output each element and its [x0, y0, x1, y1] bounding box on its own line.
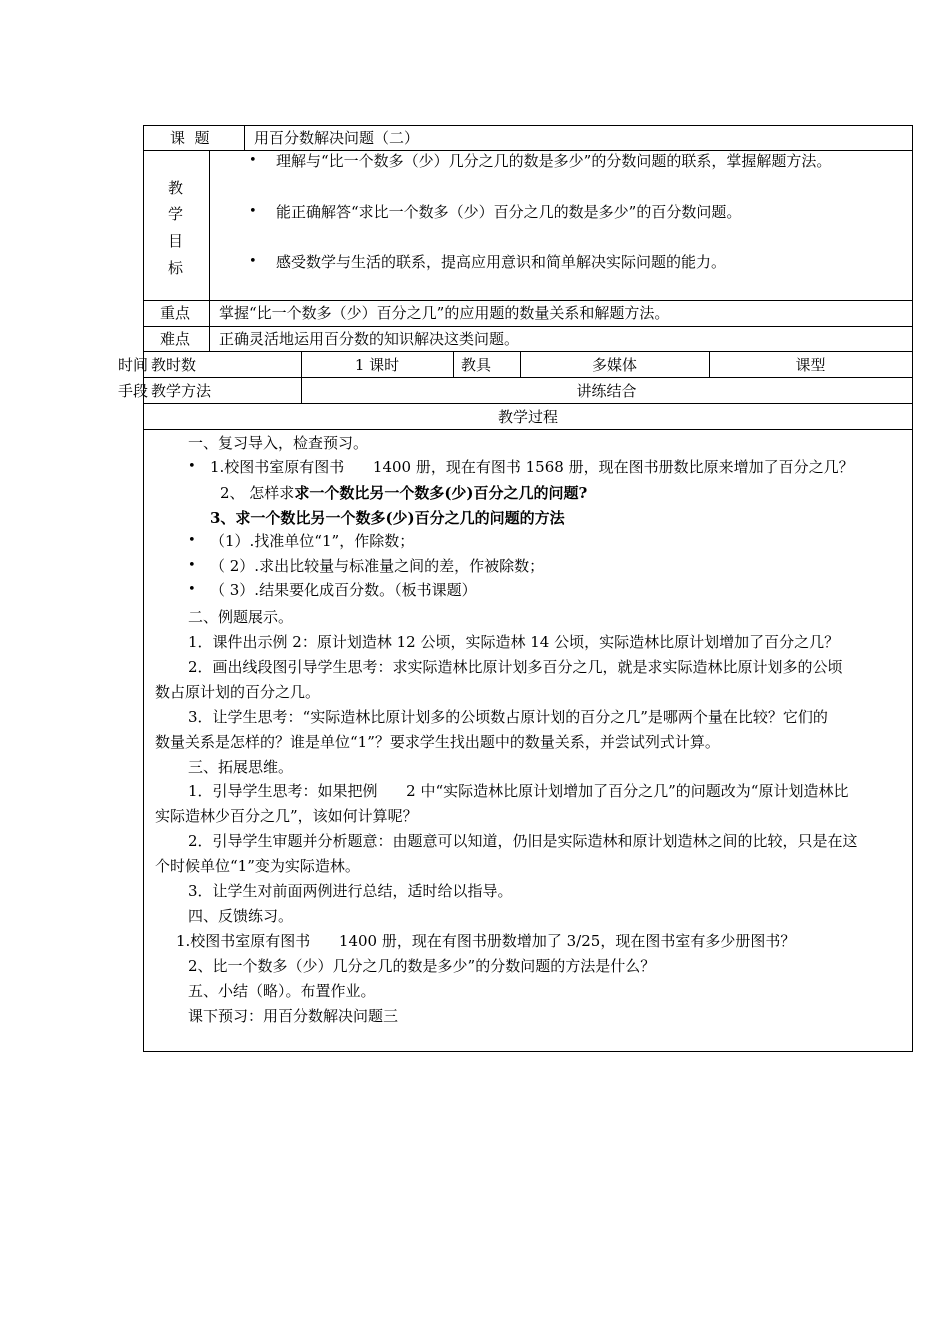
section-3-title: 三、拓展思维。: [188, 758, 294, 776]
section-1-title: 一、复习导入，检查预习。: [188, 434, 369, 452]
difficulty-value: 正确灵活地运用百分数的知识解决这类问题。: [219, 330, 520, 348]
method-label-prefix: 手段: [118, 382, 149, 400]
s1-item-2-prefix: 2、 怎样求: [220, 484, 295, 502]
s1-item-1: 1.校图书室原有图书 1400 册，现在有图书 1568 册，现在图书册数比原来增加了百分之几？: [210, 458, 854, 476]
section-4-title: 四、反馈练习。: [188, 907, 294, 925]
section-2-title: 二、例题展示。: [188, 608, 294, 626]
bullet-icon: •: [249, 204, 257, 219]
col-divider-labels: [209, 150, 210, 352]
section-5-title: 五、小结（略）。布置作业。: [188, 982, 376, 1000]
col-divider-topic: [244, 125, 245, 151]
s2-p3b: 数量关系是怎样的？谁是单位“1”？要求学生找出题中的数量关系，并尝试列式计算。: [155, 733, 720, 751]
tools-value: 多媒体: [591, 356, 637, 374]
s1-item-2-bold: 求一个数比另一个数多(少)百分之几的问题?: [294, 484, 588, 502]
method-label: 教学方法: [151, 382, 212, 400]
method-value: 讲练结合: [576, 382, 637, 400]
goals-label-char-4: 标: [168, 259, 184, 277]
goal-item-3: 感受数学与生活的联系，提高应用意识和简单解决实际问题的能力。: [276, 253, 727, 271]
s2-p3a: 3．让学生思考：“实际造林比原计划多的公顷数占原计划的百分之几”是哪两个量在比较？它们的: [188, 708, 828, 726]
schedule-hours: 1 课时: [354, 356, 400, 374]
table-rule-7: [143, 429, 913, 430]
s3-p1a: 1．引导学生思考：如果把例 2 中“实际造林比原计划增加了百分之几”的问题改为“原计划造林比: [188, 782, 849, 800]
goal-item-2: 能正确解答“求比一个数多（少）百分之几的数是多少”的百分数问题。: [276, 203, 742, 221]
topic-label: 课 题: [170, 129, 210, 147]
goals-label-char-3: 目: [168, 232, 184, 250]
table-rule-6: [143, 403, 913, 404]
s1-item-2: [220, 483, 587, 503]
bullet-icon: •: [188, 533, 196, 548]
topic-value: 用百分数解决问题（二）: [254, 129, 420, 147]
s4-p1: 1.校图书室原有图书 1400 册，现在有图书册数增加了 3/25，现在图书室有多少册图书？: [176, 932, 796, 950]
goal-item-1: 理解与“比一个数多（少）几分之几的数是多少”的分数问题的联系，掌握解题方法。: [276, 152, 832, 170]
key-point-label: 重点: [160, 304, 191, 322]
s4-p2: 2、比一个数多（少）几分之几的数是多少”的分数问题的方法是什么？: [188, 957, 656, 975]
goals-label-char-1: 教: [168, 179, 184, 197]
preview-assignment: 课下预习：用百分数解决问题三: [188, 1007, 399, 1025]
bullet-icon: •: [249, 254, 257, 269]
process-title: 教学过程: [497, 408, 558, 426]
table-border-right: [912, 125, 913, 1052]
col-divider-schedule-2: [453, 351, 454, 378]
schedule-label-prefix: 时间: [118, 356, 149, 374]
s3-p2a: 2．引导学生审题并分析题意：由题意可以知道，仍旧是实际造林和原计划造林之间的比较，只是在这: [188, 832, 858, 850]
table-rule-4: [143, 351, 913, 352]
bullet-icon: •: [188, 582, 196, 597]
s2-p2a: 2．画出线段图引导学生思考：求实际造林比原计划多百分之几，就是求实际造林比原计划多的公顷: [188, 658, 843, 676]
s2-p2b: 数占原计划的百分之几。: [155, 683, 321, 701]
s3-p3: 3．让学生对前面两例进行总结，适时给以指导。: [188, 882, 513, 900]
table-border-left: [143, 125, 144, 1052]
bullet-icon: •: [188, 558, 196, 573]
table-border-top: [143, 125, 913, 126]
type-label: 课型: [795, 356, 826, 374]
table-rule-3: [143, 326, 913, 327]
difficulty-label: 难点: [160, 330, 191, 348]
s3-p1b: 实际造林少百分之几”，该如何计算呢？: [155, 807, 418, 825]
s3-p2b: 个时候单位“1”变为实际造林。: [155, 857, 360, 875]
s1-sub-2: （ 2）.求出比较量与标准量之间的差，作被除数；: [210, 557, 545, 575]
s1-sub-1: （1）.找准单位“1”，作除数；: [210, 532, 415, 550]
s2-p1: 1．课件出示例 2：原计划造林 12 公顷，实际造林 14 公顷，实际造林比原计划增加了百分之几？: [188, 633, 840, 651]
schedule-label: 教时数: [151, 356, 197, 374]
bullet-icon: •: [249, 153, 257, 168]
s1-sub-3: （ 3）.结果要化成百分数。（板书课题）: [210, 581, 477, 599]
s1-item-3: 3、求一个数比另一个数多(少)百分之几的问题的方法: [210, 509, 565, 527]
bullet-icon: •: [188, 459, 196, 474]
key-point-value: 掌握“比一个数多（少）百分之几”的应用题的数量关系和解题方法。: [219, 304, 670, 322]
table-rule-2: [143, 300, 913, 301]
goals-label-char-2: 学: [168, 205, 184, 223]
tools-label: 教具: [461, 356, 492, 374]
table-border-bottom: [143, 1051, 913, 1052]
table-rule-5: [143, 377, 913, 378]
